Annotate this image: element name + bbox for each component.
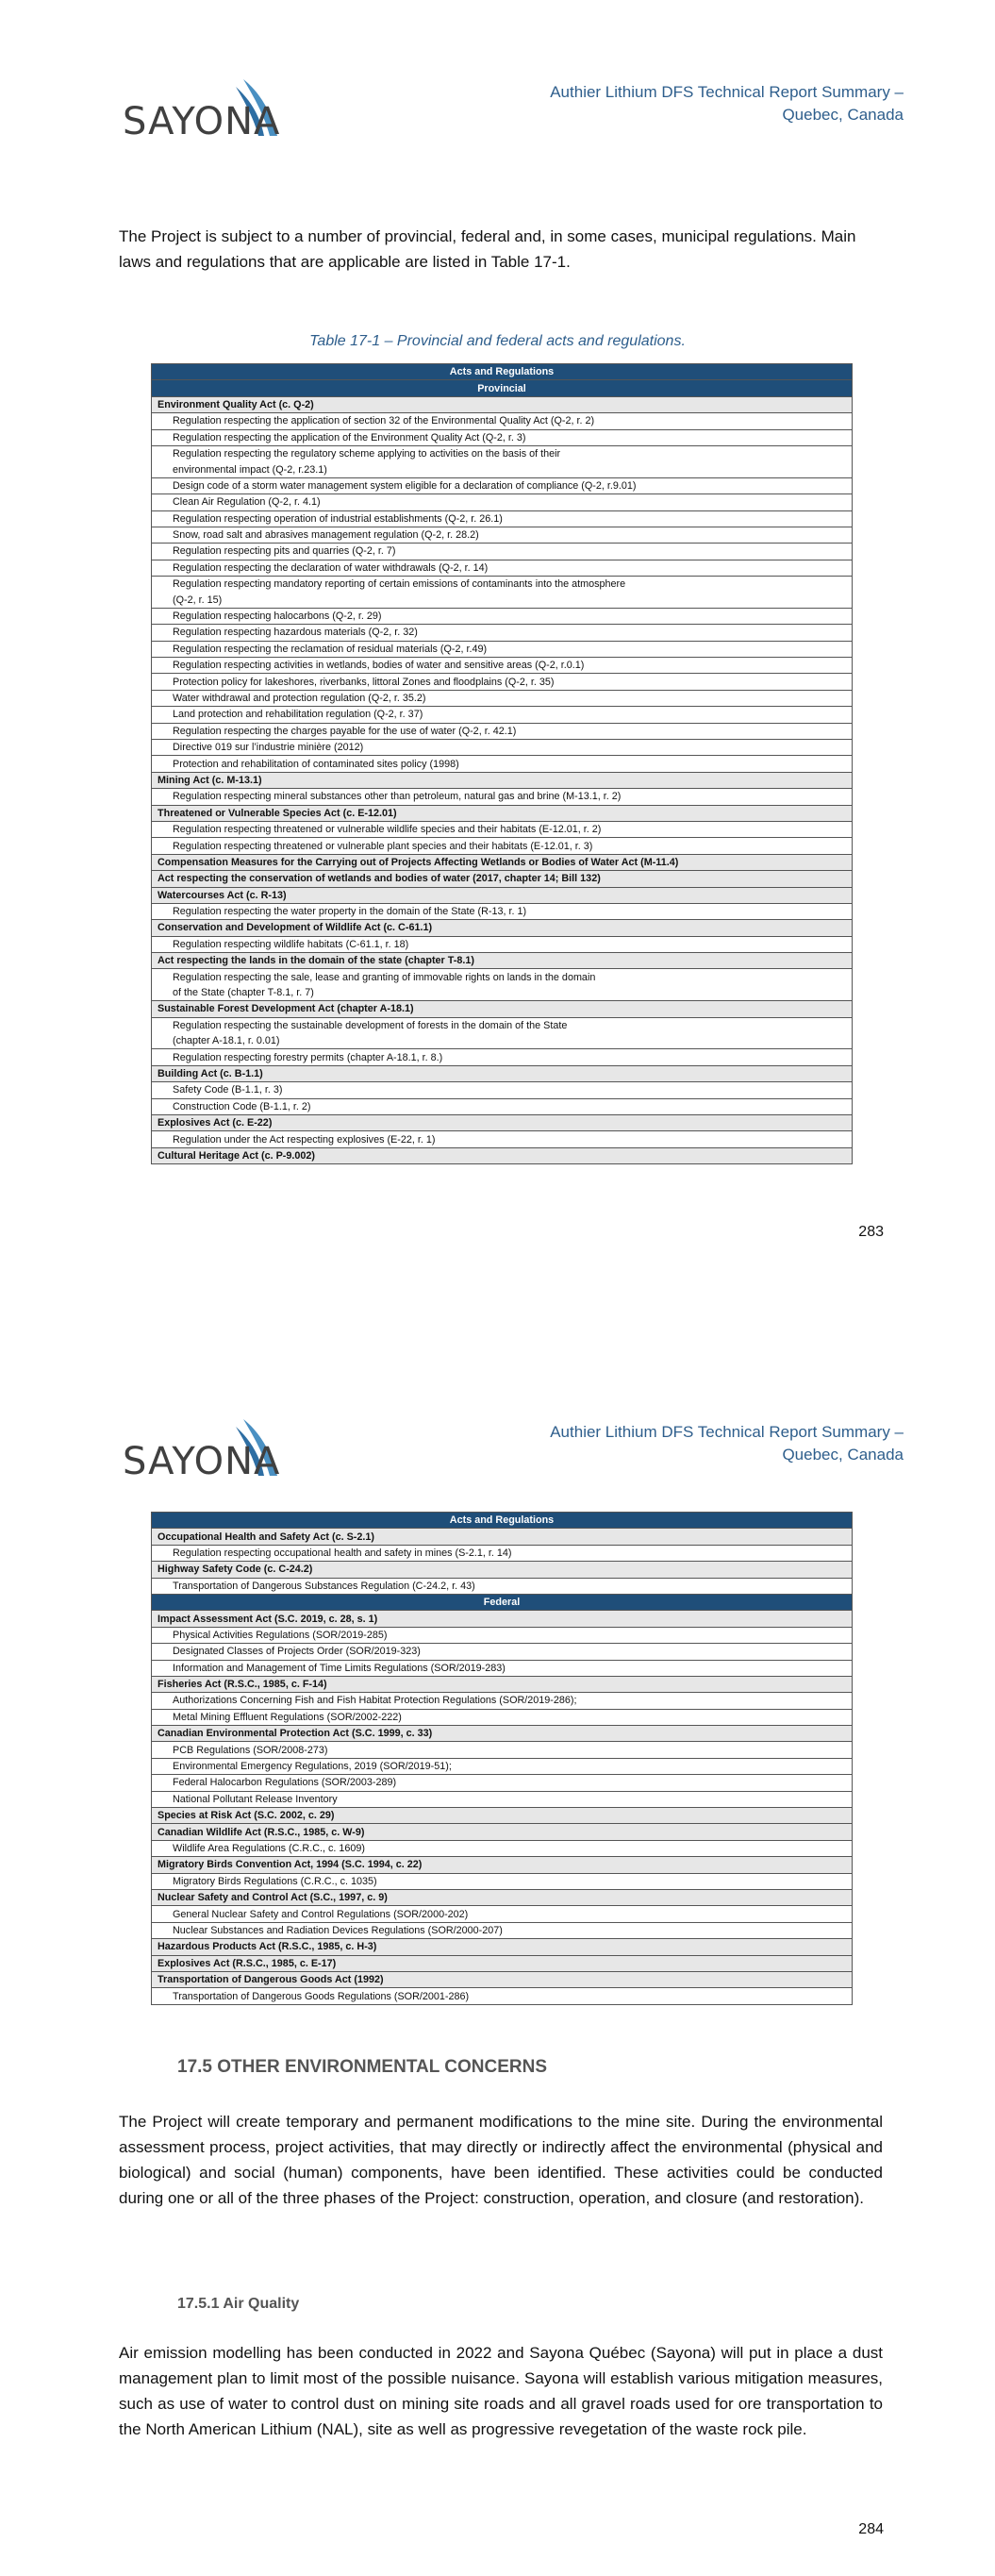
regulation-row [152, 1693, 853, 1709]
table-cell: Acts and Regulations [152, 364, 853, 380]
table-cell: Migratory Birds Convention Act, 1994 (S.C. 1994, c. 22) [152, 1857, 853, 1873]
act-row [152, 1939, 853, 1955]
act-row [152, 920, 853, 936]
act-row [152, 1147, 853, 1163]
regulation-row [152, 838, 853, 854]
table-cell: Regulation respecting the sale, lease and granting of immovable rights on lands in the domain [152, 969, 853, 985]
table-cell: PCB Regulations (SOR/2008-273) [152, 1742, 853, 1758]
header-subtitle: Quebec, Canada [782, 1446, 904, 1464]
table-cell: Regulation respecting halocarbons (Q-2, r. 29) [152, 608, 853, 624]
subsection-heading: 17.5.1 Air Quality [177, 2296, 300, 2312]
regulation-row [152, 1017, 853, 1033]
table-cell: Fisheries Act (R.S.C., 1985, c. F-14) [152, 1676, 853, 1692]
table-cell: environmental impact (Q-2, r.23.1) [152, 461, 853, 477]
act-row [152, 854, 853, 870]
table-cell: Federal Halocarbon Regulations (SOR/2003-289) [152, 1775, 853, 1791]
regulation-row [152, 510, 853, 527]
act-row [152, 805, 853, 821]
regulation-row [152, 1873, 853, 1889]
act-row [152, 1114, 853, 1130]
running-header [550, 81, 904, 126]
regulation-row [152, 723, 853, 739]
regulation-row [152, 625, 853, 641]
act-row [152, 887, 853, 903]
intro-paragraph: The Project is subject to a number of provincial, federal and, in some cases, municipal regulations. Main laws and regulations that are applicable are listed in Table 17-1. [119, 227, 856, 271]
header-title: Authier Lithium DFS Technical Report Summary – [550, 1423, 904, 1441]
table-cell: Transportation of Dangerous Substances Regulation (C-24.2, r. 43) [152, 1578, 853, 1594]
act-row [152, 1889, 853, 1905]
regulation-row [152, 658, 853, 674]
section-paragraph: The Project will create temporary and permanent modifications to the mine site. During the environmental assessment process, project activities, that may directly or indirectly affect the environmental (physical and biological) and social (human) components, have been identified. These activities could be conducted during one or all of the three phases of the Project: construction, operation, and closure (and restoration). [119, 2113, 883, 2207]
table-cell: Acts and Regulations [152, 1513, 853, 1529]
table-cell: Regulation respecting mandatory reporting of certain emissions of contaminants into the atmosphere [152, 577, 853, 593]
table-cell: Act respecting the conservation of wetlands and bodies of water (2017, chapter 14; Bill 132) [152, 871, 853, 887]
page-number: 283 [858, 1224, 884, 1240]
table-cell: Threatened or Vulnerable Species Act (c. E-12.01) [152, 805, 853, 821]
table-caption: Table 17-1 – Provincial and federal acts and regulations. [309, 333, 686, 349]
act-row [152, 1857, 853, 1873]
table-cell: Provincial [152, 380, 853, 396]
act-row [152, 1001, 853, 1017]
table-header-row [152, 1594, 853, 1610]
table-cell: Regulation respecting the application of section 32 of the Environmental Quality Act (Q-2, r. 2) [152, 413, 853, 429]
regulation-row [152, 1644, 853, 1660]
table-cell: Federal [152, 1594, 853, 1610]
table-cell: Regulation respecting the regulatory scheme applying to activities on the basis of their [152, 445, 853, 461]
act-row [152, 1971, 853, 1987]
table-header-row [152, 1513, 853, 1529]
table-cell: Migratory Birds Regulations (C.R.C., c. 1035) [152, 1873, 853, 1889]
regulation-row [152, 1758, 853, 1774]
regulation-row [152, 690, 853, 706]
regulation-row [152, 969, 853, 985]
table-cell: Highway Safety Code (c. C-24.2) [152, 1562, 853, 1578]
regulation-row [152, 461, 853, 477]
table-cell: (chapter A-18.1, r. 0.01) [152, 1033, 853, 1049]
table-cell: National Pollutant Release Inventory [152, 1791, 853, 1807]
regulation-row [152, 1545, 853, 1561]
table-cell: Construction Code (B-1.1, r. 2) [152, 1098, 853, 1114]
table-cell: Regulation respecting operation of industrial establishments (Q-2, r. 26.1) [152, 510, 853, 527]
regulation-row [152, 756, 853, 772]
table-cell: Conservation and Development of Wildlife Act (c. C-61.1) [152, 920, 853, 936]
regulation-row [152, 608, 853, 624]
act-row [152, 1611, 853, 1627]
regulation-row [152, 544, 853, 560]
sayona-logo [123, 1415, 302, 1491]
acts-table-continued [151, 1512, 853, 2005]
table-cell: Metal Mining Effluent Regulations (SOR/2002-222) [152, 1709, 853, 1725]
table-cell: Transportation of Dangerous Goods Regulations (SOR/2001-286) [152, 1988, 853, 2004]
regulation-row [152, 674, 853, 690]
table-cell: Protection and rehabilitation of contaminated sites policy (1998) [152, 756, 853, 772]
table-cell: Hazardous Products Act (R.S.C., 1985, c. H-3) [152, 1939, 853, 1955]
act-row [152, 1529, 853, 1545]
regulation-row [152, 1988, 853, 2004]
table-cell: Physical Activities Regulations (SOR/2019-285) [152, 1627, 853, 1643]
regulation-row [152, 641, 853, 657]
table-cell: Occupational Health and Safety Act (c. S-2.1) [152, 1529, 853, 1545]
table-cell: Species at Risk Act (S.C. 2002, c. 29) [152, 1808, 853, 1824]
table-cell: Nuclear Safety and Control Act (S.C., 1997, c. 9) [152, 1889, 853, 1905]
table-cell: Nuclear Substances and Radiation Devices Regulations (SOR/2000-207) [152, 1922, 853, 1938]
act-row [152, 1065, 853, 1081]
regulation-row [152, 577, 853, 593]
regulation-row [152, 1840, 853, 1856]
regulation-row [152, 1742, 853, 1758]
regulation-row [152, 445, 853, 461]
table-cell: Explosives Act (c. E-22) [152, 1114, 853, 1130]
logo-wordmark: SAYONA [123, 1440, 281, 1483]
regulation-row [152, 936, 853, 952]
regulation-row [152, 429, 853, 445]
table-cell: Regulation respecting activities in wetlands, bodies of water and sensitive areas (Q-2, r.0.1) [152, 658, 853, 674]
table-header-row [152, 364, 853, 380]
regulation-row [152, 477, 853, 493]
header-title: Authier Lithium DFS Technical Report Summary – [550, 83, 904, 101]
act-row [152, 953, 853, 969]
regulation-row [152, 413, 853, 429]
table-cell: Compensation Measures for the Carrying out of Projects Affecting Wetlands or Bodies of Water Act (M-11.4) [152, 854, 853, 870]
regulation-row [152, 1131, 853, 1147]
act-row [152, 1676, 853, 1692]
table-cell: Authorizations Concerning Fish and Fish Habitat Protection Regulations (SOR/2019-286); [152, 1693, 853, 1709]
regulation-row [152, 1627, 853, 1643]
page-number: 284 [858, 2521, 884, 2537]
regulation-row [152, 1906, 853, 1922]
header-subtitle: Quebec, Canada [782, 106, 904, 124]
table-cell: Cultural Heritage Act (c. P-9.002) [152, 1147, 853, 1163]
act-row [152, 1824, 853, 1840]
table-cell: Regulation respecting the declaration of water withdrawals (Q-2, r. 14) [152, 560, 853, 576]
table-cell: Design code of a storm water management system eligible for a declaration of compliance (Q-2, r.9.01) [152, 477, 853, 493]
table-cell: General Nuclear Safety and Control Regulations (SOR/2000-202) [152, 1906, 853, 1922]
table-cell: Transportation of Dangerous Goods Act (1992) [152, 1971, 853, 1987]
section-heading: 17.5 OTHER ENVIRONMENTAL CONCERNS [177, 2057, 548, 2077]
table-cell: Regulation respecting the reclamation of residual materials (Q-2, r.49) [152, 641, 853, 657]
running-header [550, 1421, 904, 1466]
regulation-row [152, 1660, 853, 1676]
regulation-row [152, 1578, 853, 1594]
regulation-row [152, 1033, 853, 1049]
table-cell: Regulation respecting threatened or vulnerable wildlife species and their habitats (E-12.01, r. 2) [152, 821, 853, 837]
regulation-row [152, 1709, 853, 1725]
table-cell: Impact Assessment Act (S.C. 2019, c. 28, s. 1) [152, 1611, 853, 1627]
regulation-row [152, 821, 853, 837]
table-cell: Environment Quality Act (c. Q-2) [152, 396, 853, 412]
page-284 [0, 1340, 995, 2576]
table-cell: Watercourses Act (c. R-13) [152, 887, 853, 903]
table-cell: Regulation respecting the charges payable for the use of water (Q-2, r. 42.1) [152, 723, 853, 739]
table-cell: Regulation respecting the application of the Environment Quality Act (Q-2, r. 3) [152, 429, 853, 445]
table-cell: Canadian Wildlife Act (R.S.C., 1985, c. W-9) [152, 1824, 853, 1840]
regulation-row [152, 707, 853, 723]
table-cell: Regulation respecting occupational health and safety in mines (S-2.1, r. 14) [152, 1545, 853, 1561]
table-cell: Regulation under the Act respecting explosives (E-22, r. 1) [152, 1131, 853, 1147]
logo-wordmark: SAYONA [123, 100, 281, 143]
table-cell: (Q-2, r. 15) [152, 592, 853, 608]
table-cell: Information and Management of Time Limits Regulations (SOR/2019-283) [152, 1660, 853, 1676]
table-cell: Snow, road salt and abrasives management regulation (Q-2, r. 28.2) [152, 527, 853, 543]
table-cell: Water withdrawal and protection regulation (Q-2, r. 35.2) [152, 690, 853, 706]
table-cell: Canadian Environmental Protection Act (S.C. 1999, c. 33) [152, 1726, 853, 1742]
table-cell: Regulation respecting forestry permits (chapter A-18.1, r. 8.) [152, 1049, 853, 1065]
act-row [152, 772, 853, 788]
table-cell: Safety Code (B-1.1, r. 3) [152, 1082, 853, 1098]
table-cell: Environmental Emergency Regulations, 2019 (SOR/2019-51); [152, 1758, 853, 1774]
table-cell: Regulation respecting hazardous materials (Q-2, r. 32) [152, 625, 853, 641]
table-cell: Land protection and rehabilitation regulation (Q-2, r. 37) [152, 707, 853, 723]
regulation-row [152, 1082, 853, 1098]
table-cell: Wildlife Area Regulations (C.R.C., c. 1609) [152, 1840, 853, 1856]
regulation-row [152, 903, 853, 919]
table-cell: Mining Act (c. M-13.1) [152, 772, 853, 788]
acts-table-provincial [151, 363, 853, 1164]
regulation-row [152, 1922, 853, 1938]
regulation-row [152, 560, 853, 576]
table-cell: Regulation respecting threatened or vulnerable plant species and their habitats (E-12.01, r. 3) [152, 838, 853, 854]
act-row [152, 1808, 853, 1824]
table-cell: Directive 019 sur l’industrie minière (2012) [152, 739, 853, 755]
act-row [152, 1562, 853, 1578]
act-row [152, 396, 853, 412]
regulation-row [152, 592, 853, 608]
table-cell: Explosives Act (R.S.C., 1985, c. E-17) [152, 1955, 853, 1971]
regulation-row [152, 1049, 853, 1065]
regulation-row [152, 985, 853, 1001]
act-row [152, 871, 853, 887]
table-cell: Sustainable Forest Development Act (chapter A-18.1) [152, 1001, 853, 1017]
table-header-row [152, 380, 853, 396]
regulation-row [152, 1775, 853, 1791]
table-cell: Act respecting the lands in the domain of the state (chapter T-8.1) [152, 953, 853, 969]
sayona-logo [123, 75, 302, 151]
table-cell: Designated Classes of Projects Order (SOR/2019-323) [152, 1644, 853, 1660]
regulation-row [152, 789, 853, 805]
table-cell: Regulation respecting mineral substances other than petroleum, natural gas and brine (M-13.1, r. 2) [152, 789, 853, 805]
table-cell: Regulation respecting wildlife habitats (C-61.1, r. 18) [152, 936, 853, 952]
table-cell: Protection policy for lakeshores, riverbanks, littoral Zones and floodplains (Q-2, r. 35) [152, 674, 853, 690]
table-cell: Regulation respecting the water property in the domain of the State (R-13, r. 1) [152, 903, 853, 919]
subsection-paragraph: Air emission modelling has been conducted in 2022 and Sayona Québec (Sayona) will put in place a dust management plan to limit most of the possible nuisance. Sayona will establish various mitigation measures, such as use of water to control dust on mining site roads and all gravel roads used for ore transportation to the North American Lithium (NAL), site as well as progressive revegetation of the waste rock pile. [119, 2344, 883, 2438]
regulation-row [152, 527, 853, 543]
table-cell: Building Act (c. B-1.1) [152, 1065, 853, 1081]
regulation-row [152, 1098, 853, 1114]
regulation-row [152, 1791, 853, 1807]
regulation-row [152, 494, 853, 510]
table-cell: Regulation respecting pits and quarries (Q-2, r. 7) [152, 544, 853, 560]
regulation-row [152, 739, 853, 755]
act-row [152, 1955, 853, 1971]
act-row [152, 1726, 853, 1742]
table-cell: Clean Air Regulation (Q-2, r. 4.1) [152, 494, 853, 510]
table-cell: of the State (chapter T-8.1, r. 7) [152, 985, 853, 1001]
table-cell: Regulation respecting the sustainable development of forests in the domain of the State [152, 1017, 853, 1033]
